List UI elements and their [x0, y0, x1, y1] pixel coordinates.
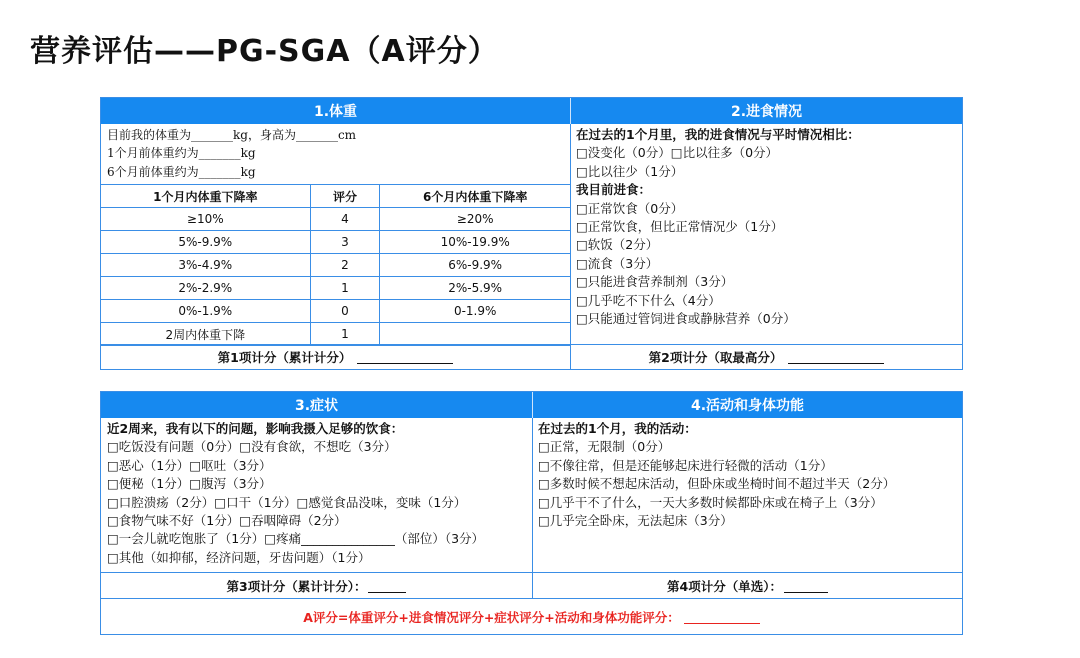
- intake-option: □比以往少（1分）: [576, 163, 684, 179]
- total-score-formula: A评分=体重评分+进食情况评分+症状评分+活动和身体功能评分：: [303, 609, 680, 625]
- table-cell: 4: [310, 208, 380, 231]
- section-3-score-label: 第3项计分（累计计分）：: [226, 578, 367, 594]
- intake-option: □正常饮食，但比正常情况少（1分）: [576, 218, 784, 234]
- table-row: [101, 277, 571, 300]
- symptom-lines: [107, 420, 484, 567]
- section-2-header: 2.进食情况: [571, 98, 962, 124]
- activity-option: □几乎完全卧床，无法起床（3分）: [538, 512, 733, 528]
- section-2-score-blank[interactable]: [788, 350, 884, 364]
- table-cell: ≥20%: [380, 208, 571, 231]
- table-row: [101, 300, 571, 323]
- table-row: [101, 231, 571, 254]
- section-4-score-blank[interactable]: [784, 579, 828, 593]
- table-cell: 0%-1.9%: [101, 300, 311, 323]
- weight-6-month-line: 6个月前体重约为_______kg: [107, 164, 256, 179]
- col-header-1-month: 1个月内体重下降率: [101, 185, 311, 208]
- table-row: [101, 323, 571, 346]
- activity-option: □不像往常，但是还能够起床进行轻微的活动（1分）: [538, 457, 833, 473]
- table-cell: [380, 323, 571, 346]
- symptom-option: □口腔溃疡（2分）□口干（1分）□感觉食品没味，变味（1分）: [107, 494, 467, 510]
- intake-option: □几乎吃不下什么（4分）: [576, 292, 721, 308]
- table-cell: 0: [310, 300, 380, 323]
- section-2-score-label: 第2项计分（取最高分）: [648, 350, 783, 365]
- symptom-option: □吃饭没有问题（0分）□没有食欲，不想吃（3分）: [107, 439, 397, 455]
- intake-option: □正常饮食（0分）: [576, 200, 684, 216]
- current-weight-line: 目前我的体重为_______kg，身高为_______cm: [107, 128, 357, 142]
- upper-panel: [100, 97, 963, 370]
- table-row: [101, 254, 571, 277]
- table-cell: 2%-5.9%: [380, 277, 571, 300]
- activity-lines: [538, 420, 895, 530]
- symptom-option: □便秘（1分）□腹泻（3分）: [107, 476, 272, 492]
- table-row: [101, 208, 571, 231]
- page-title: 营养评估——PG-SGA（A评分）: [30, 34, 499, 69]
- symptom-question: 近2周来，我有以下的问题，影响我摄入足够的饮食：: [107, 421, 404, 436]
- weight-intro: [107, 126, 356, 181]
- section-1-score-blank[interactable]: [357, 350, 453, 364]
- intake-option: □只能通过管饲进食或静脉营养（0分）: [576, 310, 796, 326]
- section-4-header: 4.活动和身体功能: [533, 392, 962, 418]
- symptom-option: □食物气味不好（1分）□吞咽障碍（2分）: [107, 512, 347, 528]
- col-header-6-month: 6个月内体重下降率: [380, 185, 571, 208]
- table-cell: 2%-2.9%: [101, 277, 311, 300]
- activity-question: 在过去的1个月，我的活动：: [538, 421, 697, 436]
- symptom-option: □其他（如抑郁，经济问题，牙齿问题）（1分）: [107, 549, 371, 565]
- section-3-score-blank[interactable]: [368, 579, 406, 593]
- table-cell: 10%-19.9%: [380, 231, 571, 254]
- activity-option: □正常，无限制（0分）: [538, 439, 671, 455]
- intake-subheading: 我目前进食：: [576, 182, 652, 198]
- table-cell: 1: [310, 323, 380, 346]
- table-cell: 5%-9.9%: [101, 231, 311, 254]
- section-1-score: [101, 345, 570, 369]
- intake-question: 在过去的1个月里，我的进食情况与平时情况相比：: [576, 127, 860, 142]
- table-cell: 0-1.9%: [380, 300, 571, 323]
- symptom-option: □恶心（1分）□呕吐（3分）: [107, 457, 272, 473]
- weight-loss-table: [100, 184, 571, 346]
- col-header-score: 评分: [310, 185, 380, 208]
- intake-option: □没变化（0分）□比以往多（0分）: [576, 145, 779, 161]
- section-3-score: [101, 573, 532, 598]
- intake-option: □只能进食营养制剂（3分）: [576, 274, 734, 290]
- section-3-header: 3.症状: [101, 392, 533, 418]
- table-cell: 2周内体重下降: [101, 323, 311, 346]
- total-score-blank[interactable]: [684, 610, 760, 624]
- table-cell: ≥10%: [101, 208, 311, 231]
- total-score: [101, 599, 962, 634]
- section-1-score-label: 第1项计分（累计计分）: [217, 350, 352, 365]
- section-1-header: 1.体重: [101, 98, 571, 124]
- table-cell: 3: [310, 231, 380, 254]
- section-4-score-label: 第4项计分（单选）：: [667, 578, 782, 594]
- weight-1-month-line: 1个月前体重约为_______kg: [107, 146, 256, 161]
- activity-option: □多数时候不想起床活动，但卧床或坐椅时间不超过半天（2分）: [538, 476, 896, 492]
- table-cell: 2: [310, 254, 380, 277]
- intake-lines: [576, 126, 860, 328]
- lower-panel: [100, 391, 963, 635]
- table-header-row: [101, 185, 571, 208]
- intake-option: □流食（3分）: [576, 255, 659, 271]
- activity-option: □几乎干不了什么，一天大多数时候都卧床或在椅子上（3分）: [538, 494, 883, 510]
- table-cell: 6%-9.9%: [380, 254, 571, 277]
- table-cell: 1: [310, 277, 380, 300]
- section-4-score: [533, 573, 962, 598]
- table-cell: 3%-4.9%: [101, 254, 311, 277]
- intake-option: □软饭（2分）: [576, 237, 659, 253]
- symptom-option: □一会儿就吃饱胀了（1分）□疼痛_______________（部位）（3分）: [107, 531, 485, 547]
- section-2-score: [571, 345, 962, 369]
